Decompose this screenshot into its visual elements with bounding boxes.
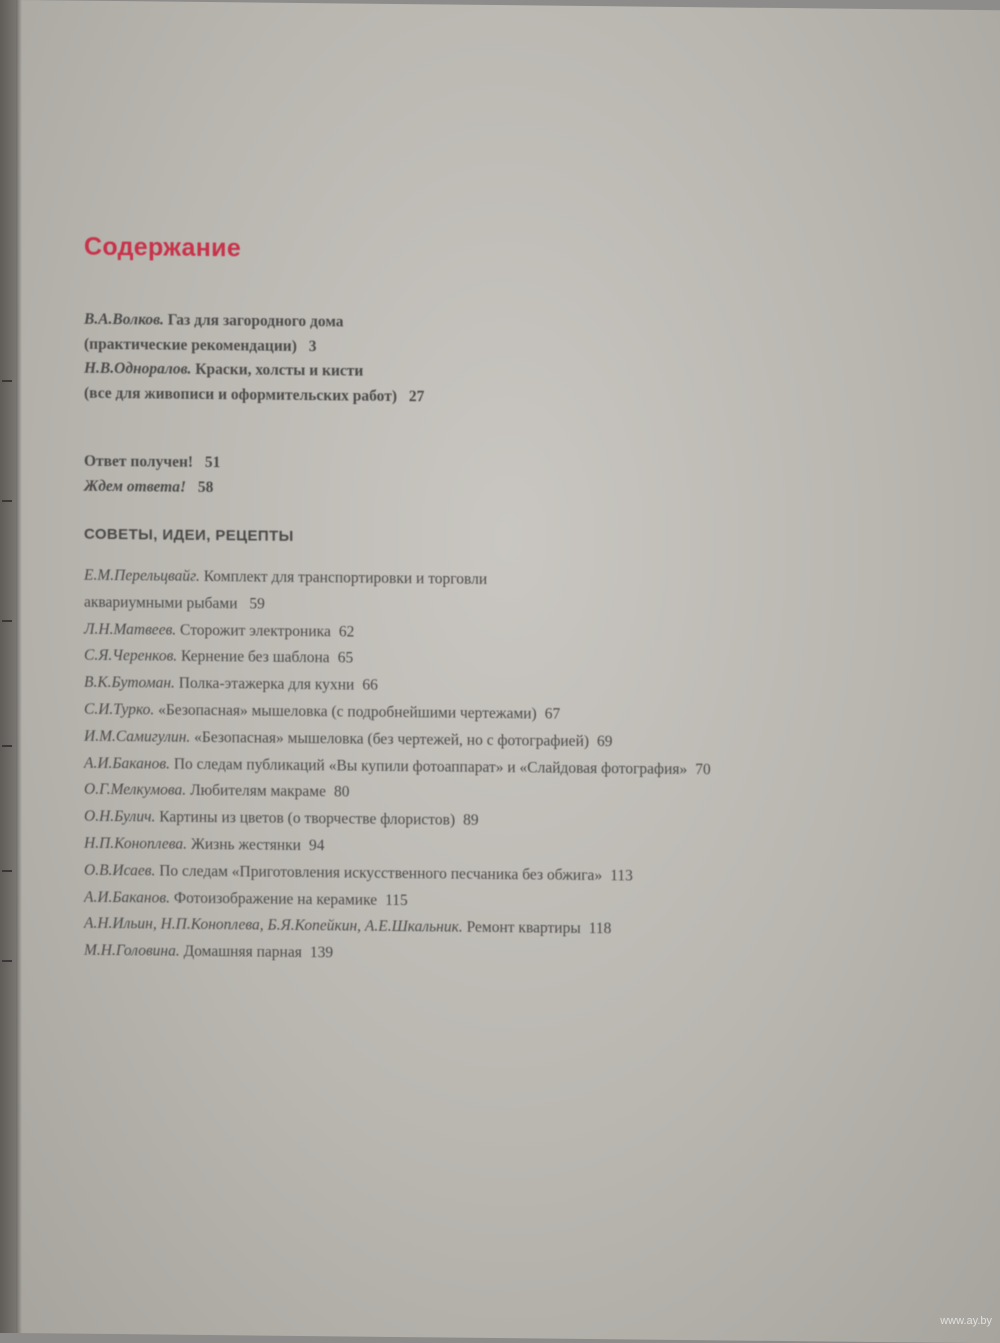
article-title: Газ для загородного дома: [167, 311, 344, 331]
page-number: 118: [588, 920, 612, 938]
tip-title: Жизнь жестянки: [190, 835, 301, 854]
page-number: 94: [308, 837, 325, 855]
tip-title: Полка-этажерка для кухни: [178, 674, 355, 694]
page-number: 62: [338, 622, 355, 641]
table-of-contents: [84, 233, 884, 973]
page-number: 115: [385, 891, 408, 909]
page-number: 70: [695, 760, 711, 778]
tip-author: Н.П.Коноплева.: [84, 834, 188, 853]
tip-author: О.Г.Мелкумова.: [84, 781, 187, 800]
article-author: Н.В.Одноралов.: [84, 359, 192, 378]
tip-title: «Безопасная» мышеловка (без чертежей, но с фотографией): [194, 728, 589, 750]
tip-title: Сторожит электроника: [180, 621, 331, 640]
page-number: 65: [337, 649, 354, 667]
spine-mark: [2, 960, 12, 962]
tip-title: Комплект для транспортировки и торговли: [203, 567, 488, 588]
contents-title: Содержание: [84, 232, 242, 263]
tip-author: С.Я.Черенков.: [84, 647, 178, 666]
spine-mark: [2, 500, 12, 502]
qa-label: Ждем ответа!: [84, 477, 186, 496]
tip-title: Картины из цветов (о творчестве флористов): [159, 808, 456, 829]
tip-title: Фотоизображение на керамике: [173, 889, 378, 909]
book-page: [16, 0, 1000, 1343]
page-number: 80: [333, 783, 350, 801]
page-number: 59: [249, 595, 265, 613]
spine-mark: [2, 380, 12, 382]
page-edge-shadow: [16, 0, 22, 1333]
tip-author: Л.Н.Матвеев.: [84, 620, 177, 639]
spine-mark: [2, 745, 12, 747]
tip-author: В.К.Бутоман.: [84, 673, 175, 692]
qa-list: [84, 450, 884, 507]
page-number: 27: [408, 387, 425, 405]
tip-title: Ремонт квартиры: [466, 919, 581, 938]
tip-author: А.Н.Ильин, Н.П.Коноплева, Б.Я.Копейкин, А.Е.Шкальник.: [84, 915, 463, 937]
page-number: 51: [204, 453, 221, 472]
tip-author: А.И.Баканов.: [84, 888, 170, 907]
article-subtitle: (практические рекомендации): [84, 335, 297, 355]
tip-title: аквариумными рыбами: [84, 593, 238, 613]
page-number: 3: [308, 337, 317, 355]
page-number: 69: [597, 732, 613, 751]
article-author: В.А.Волков.: [84, 310, 164, 329]
tip-title: По следам публикаций «Вы купили фотоаппарат» и «Слайдовая фотография»: [173, 755, 688, 778]
tip-title: По следам «Приготовления искусственного песчаника без обжига»: [159, 862, 603, 884]
tip-author: О.В.Исаев.: [84, 861, 156, 880]
spine-mark: [2, 620, 12, 622]
tip-author: И.М.Самигулин.: [84, 727, 191, 746]
tip-author: О.Н.Булич.: [84, 807, 156, 826]
qa-label: Ответ получен!: [84, 452, 194, 471]
tips-list: [84, 563, 884, 973]
page-number: 66: [362, 676, 378, 694]
tip-author: С.И.Турко.: [84, 700, 155, 719]
article-list: [84, 308, 884, 414]
page-number: 89: [463, 811, 479, 830]
tip-title: Кернение без шаблона: [181, 648, 330, 667]
tip-author: Е.М.Перельцвайг.: [84, 566, 200, 585]
page-number: 139: [309, 944, 334, 962]
article-title: Краски, холсты и кисти: [195, 360, 364, 380]
watermark: www.ay.by: [940, 1315, 992, 1327]
article-subtitle: (все для живописи и оформительских работ): [84, 384, 397, 405]
section-heading: СОВЕТЫ, ИДЕИ, РЕЦЕПТЫ: [84, 525, 294, 545]
page-number: 58: [197, 478, 214, 496]
tip-title: «Безопасная» мышеловка (с подробнейшими чертежами): [158, 701, 537, 723]
page-number: 67: [544, 705, 561, 723]
page-number: 113: [610, 866, 633, 885]
tip-title: Домашняя парная: [183, 942, 302, 962]
tip-title: Любителям макраме: [190, 782, 326, 801]
spine-mark: [2, 870, 12, 872]
tip-author: М.Н.Головина.: [84, 941, 180, 960]
tip-author: А.И.Баканов.: [84, 754, 170, 773]
